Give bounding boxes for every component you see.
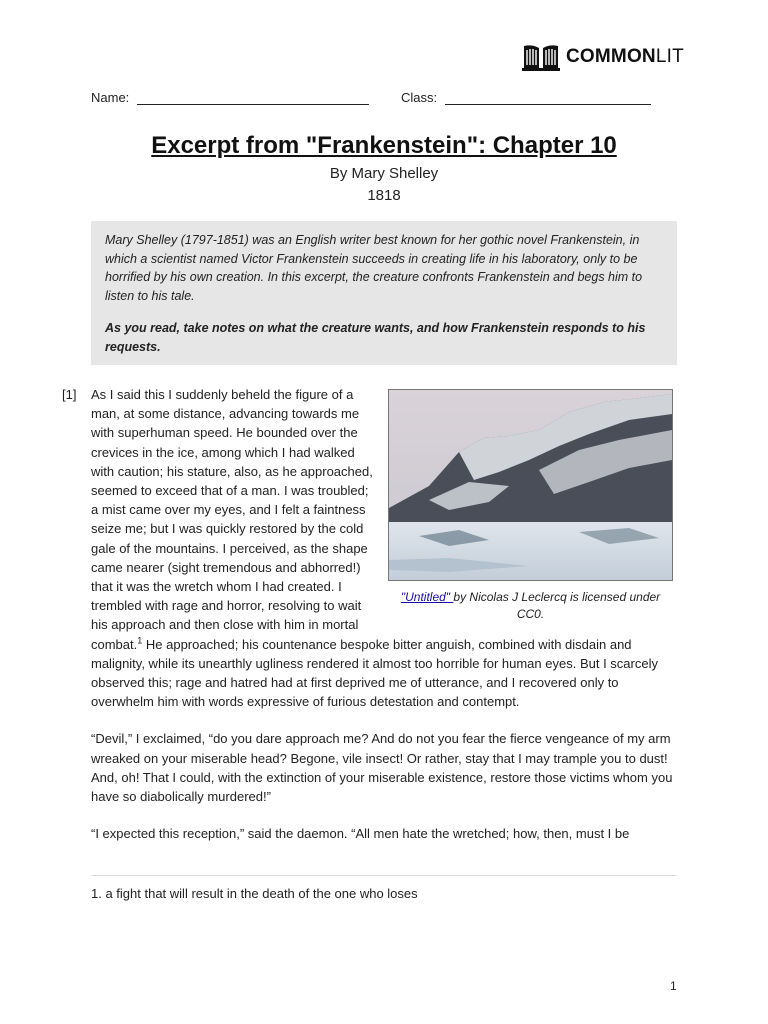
- intro-text: Mary Shelley (1797-1851) was an English writer best known for her gothic novel Frankenstein, in which a scientist named Victor Frankenstein succeeds in creating life in his laboratory, only to be horrified by his own creation. In this excerpt, the creature confronts Frankenstein and begs him to listen to his tale.: [105, 233, 643, 303]
- class-blank-line[interactable]: [445, 91, 651, 105]
- name-label: Name:: [91, 90, 130, 105]
- class-label: Class:: [401, 90, 438, 105]
- intro-box: [91, 221, 677, 365]
- paragraph-2: “Devil,” I exclaimed, “do you dare approach me? And do not you fear the fierce vengeance of my arm wreaked on your miserable head? Begone, vile insect! Or rather, stay that I may trample you to dust! And, oh! That I could, with the extinction of your miserable existence, restore those victims whom you have so diabolically murdered!”: [91, 731, 673, 805]
- commonlit-logo: [522, 42, 684, 72]
- reading-prompt: As you read, take notes on what the creature wants, and how Frankenstein responds to his requests.: [105, 321, 646, 354]
- page-title: Excerpt from "Frankenstein": Chapter 10: [151, 132, 617, 159]
- open-book-icon: [522, 42, 560, 72]
- footnote-1: 1. a fight that will result in the death of the one who loses: [91, 886, 418, 901]
- footnote-divider: [91, 875, 677, 876]
- paragraph-3: “I expected this reception,” said the daemon. “All men hate the wretched; how, then, must I be: [91, 826, 630, 842]
- author-line: By Mary Shelley: [329, 165, 439, 182]
- paragraph-1: As I said this I suddenly beheld the figure of a man, at some distance, advancing towards me with superhuman speed. He bounded over the crevices in the ice, among which I had walked with caution; his stature, also, as he approached, seemed to exceed that of a man. I was troubled; a mist came over my eyes, and I felt a faintness seize me; but I was quickly restored by the cold gale of the mountains. I perceived, as the shape came nearer (sight tremendous and abhorred!) that it was the wretch whom I had created. I trembled with rage and horror, resolving to wait his approach and then close with him in mortal combat.$^1$ He approached; his countenance bespoke bitter anguish, combined with disdain and malignity, while its unearthly ugliness rendered it almost too horrible for human eyes. But I scarcely observed this; rage and hatred had at first deprived me of utterance, and I recovered only to overwhelm him with words expressive of furious detestation and contempt.: [91, 387, 658, 710]
- publication-year: 1818: [367, 187, 401, 204]
- page-number: 1: [670, 979, 677, 993]
- image-caption: [388, 589, 673, 623]
- footnote-marker[interactable]: 1: [137, 635, 143, 646]
- paragraph-number: [1]: [62, 387, 77, 402]
- excerpt-body: [91, 385, 677, 861]
- class-field[interactable]: [401, 90, 651, 105]
- figure: [388, 389, 673, 623]
- name-field[interactable]: [91, 90, 369, 105]
- snowy-mountain-photo: [388, 389, 673, 581]
- image-source-link[interactable]: "Untitled": [400, 590, 454, 604]
- logo-text: COMMONLIT: [566, 46, 684, 67]
- name-blank-line[interactable]: [137, 91, 369, 105]
- image-license-text: by Nicolas J Leclercq is licensed under CC0.: [453, 590, 661, 621]
